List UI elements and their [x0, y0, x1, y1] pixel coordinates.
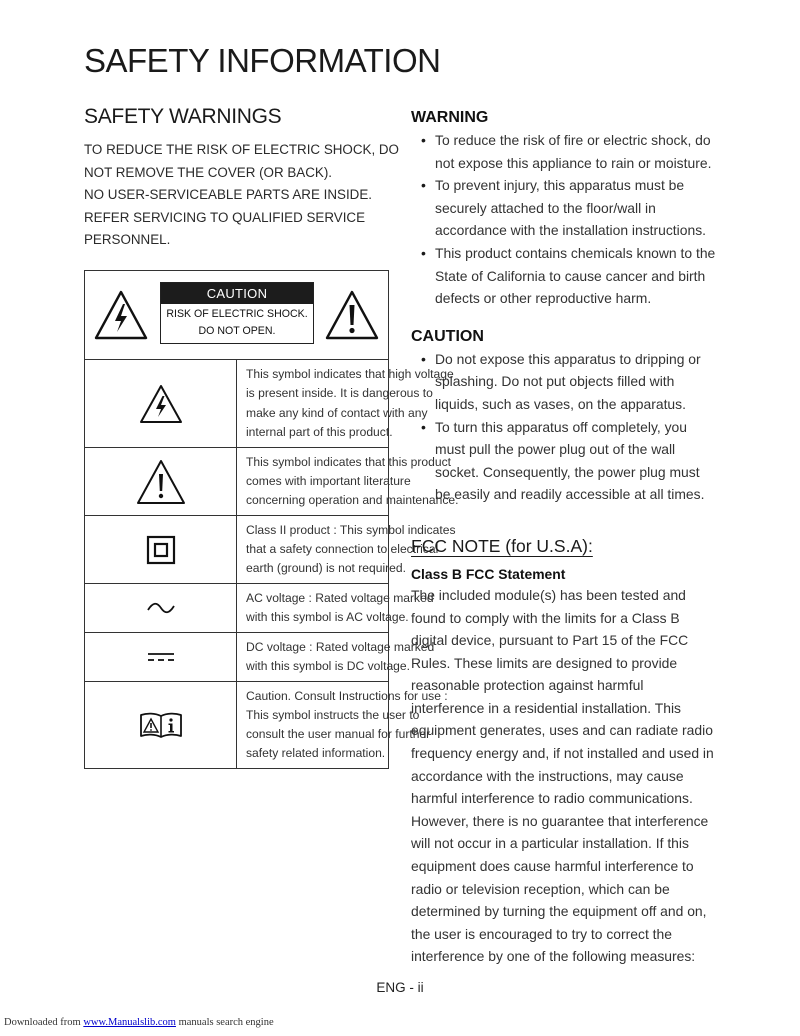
list-item — [411, 348, 731, 416]
fcc-line: However, there is no guarantee that interference — [411, 812, 709, 829]
safety-warning-line: REFER SERVICING TO QUALIFIED SERVICE — [84, 209, 366, 225]
symbol-description-line: internal part of this product. — [246, 424, 393, 439]
symbol-description-line: with this symbol is DC voltage. — [246, 659, 410, 673]
fcc-line: equipment generates, uses and can radiate radio — [411, 722, 713, 739]
symbol-description-line: concerning operation and maintenance. — [246, 493, 459, 508]
footer-link[interactable]: www.Manualslib.com — [83, 1017, 176, 1028]
fcc-heading: FCC NOTE (for U.S.A): — [411, 535, 593, 556]
symbol-row — [85, 584, 389, 633]
footer-suffix: manuals search engine — [178, 1017, 274, 1028]
list-item-line: not expose this appliance to rain or moisture. — [435, 154, 712, 171]
ac-voltage-icon — [146, 599, 176, 616]
symbol-row — [85, 633, 389, 682]
fcc-line: equipment does cause harmful interference to — [411, 858, 694, 875]
symbol-description-line: safety related information. — [246, 746, 386, 761]
symbols-table — [84, 270, 459, 769]
symbol-description-line: This symbol indicates that high voltage — [246, 367, 454, 382]
symbol-description-line: DC voltage : Rated voltage marked — [246, 639, 435, 654]
symbol-description-line: make any kind of contact with any — [246, 405, 428, 420]
caution-label-box — [160, 282, 314, 344]
list-item — [411, 242, 731, 310]
fcc-line: Rules. These limits are designed to provide — [411, 654, 678, 671]
list-item-line: liquids, such as vases, on the apparatus. — [435, 395, 686, 412]
list-item-line: be easily and readily accessible at all times. — [435, 486, 705, 503]
caution-heading: CAUTION — [411, 327, 484, 345]
list-item-line: • Do not expose this apparatus to dripping or — [435, 350, 701, 367]
fcc-line: determined by turning the equipment off and on, — [411, 903, 707, 920]
page-title: SAFETY INFORMATION — [84, 42, 441, 79]
fcc-subheading: Class B FCC Statement — [411, 565, 566, 582]
right-column — [411, 107, 731, 968]
caution-label-title: CAUTION — [161, 283, 313, 304]
caution-label-row — [85, 271, 389, 360]
symbol-description-line: Caution. Consult Instructions for use : — [246, 688, 448, 703]
safety-warnings-text — [84, 139, 399, 252]
fcc-line: radio or television reception, which can be — [411, 880, 670, 897]
high-voltage-icon — [139, 395, 183, 412]
list-item-line: must pull the power plug out of the wall — [435, 441, 676, 458]
symbol-description-line: is present inside. It is dangerous to — [246, 386, 433, 401]
fcc-line: interference in a residential installation. This — [411, 699, 681, 716]
safety-warning-line: NOT REMOVE THE COVER (OR BACK). — [84, 164, 333, 180]
symbol-row — [85, 516, 389, 584]
fcc-line: reasonable protection against harmful — [411, 677, 644, 694]
list-item — [411, 129, 731, 174]
symbol-description-line: AC voltage : Rated voltage marked — [246, 590, 434, 605]
lightning-triangle-icon — [93, 289, 149, 346]
safety-warning-line: TO REDUCE THE RISK OF ELECTRIC SHOCK, DO — [84, 142, 399, 157]
safety-warnings-heading: SAFETY WARNINGS — [84, 105, 282, 128]
warning-list — [411, 129, 731, 310]
symbol-row — [85, 448, 389, 516]
symbol-description-line: that a safety connection to electrical — [246, 541, 439, 556]
dc-voltage-icon — [146, 648, 176, 665]
fcc-line: The included module(s) has been tested and — [411, 586, 686, 603]
list-item — [411, 416, 731, 506]
left-column — [84, 105, 399, 252]
symbol-description-line: This symbol instructs the user to — [246, 707, 420, 722]
symbol-description-line: This symbol indicates that this product — [246, 454, 452, 469]
symbol-description-line: with this symbol is AC voltage. — [246, 610, 409, 624]
footer-note — [4, 1017, 274, 1028]
list-item-line: • To prevent injury, this apparatus must be — [435, 177, 685, 194]
list-item-line: securely attached to the floor/wall in — [435, 199, 656, 216]
page-number: ENG - ii — [376, 980, 424, 995]
caution-label-line: RISK OF ELECTRIC SHOCK. — [166, 308, 308, 320]
symbol-description-line: comes with important literature — [246, 473, 411, 488]
list-item-line: State of California to cause cancer and birth — [435, 267, 706, 284]
consult-instructions-icon — [139, 716, 183, 733]
fcc-line: found to comply with the limits for a Class B — [411, 609, 680, 626]
list-item-line: splashing. Do not put objects filled with — [435, 373, 675, 390]
symbol-description-line: earth (ground) is not required. — [246, 561, 406, 576]
fcc-line: accordance with the instructions, may cause — [411, 767, 684, 784]
fcc-line: will not occur in a particular installation. If this — [411, 835, 689, 852]
exclamation-triangle-icon — [324, 289, 380, 346]
symbol-description-line: Class II product : This symbol indicates — [246, 522, 456, 537]
fcc-line: frequency energy and, if not installed and used in — [411, 745, 714, 762]
symbol-row — [85, 360, 389, 448]
safety-warning-line: NO USER-SERVICEABLE PARTS ARE INSIDE. — [84, 187, 372, 203]
footer-prefix: Downloaded from — [4, 1017, 81, 1028]
fcc-line: digital device, pursuant to Part 15 of the FCC — [411, 632, 689, 649]
list-item-line: • To turn this apparatus off completely, you — [435, 418, 687, 435]
fcc-statement — [411, 584, 731, 968]
fcc-line: harmful interference to radio communications. — [411, 790, 693, 807]
class-ii-icon — [146, 541, 176, 558]
caution-label-line: DO NOT OPEN. — [198, 325, 276, 337]
list-item — [411, 174, 731, 242]
list-item-line: • This product contains chemicals known to the — [435, 244, 716, 261]
exclamation-warning-icon — [136, 473, 186, 490]
safety-warning-line: PERSONNEL. — [84, 232, 171, 248]
list-item-line: • To reduce the risk of fire or electric shock, do — [435, 132, 711, 148]
fcc-line: interference by one of the following measures: — [411, 948, 696, 965]
symbol-description-line: consult the user manual for further — [246, 727, 431, 741]
list-item-line: defects or other reproductive harm. — [435, 290, 652, 307]
caution-list — [411, 348, 731, 506]
fcc-line: the user is encouraged to try to correct the — [411, 925, 672, 942]
symbol-row — [85, 682, 389, 769]
list-item-line: accordance with the installation instructions. — [435, 222, 707, 239]
warning-heading: WARNING — [411, 109, 489, 126]
list-item-line: socket. Consequently, the power plug must — [435, 463, 700, 480]
